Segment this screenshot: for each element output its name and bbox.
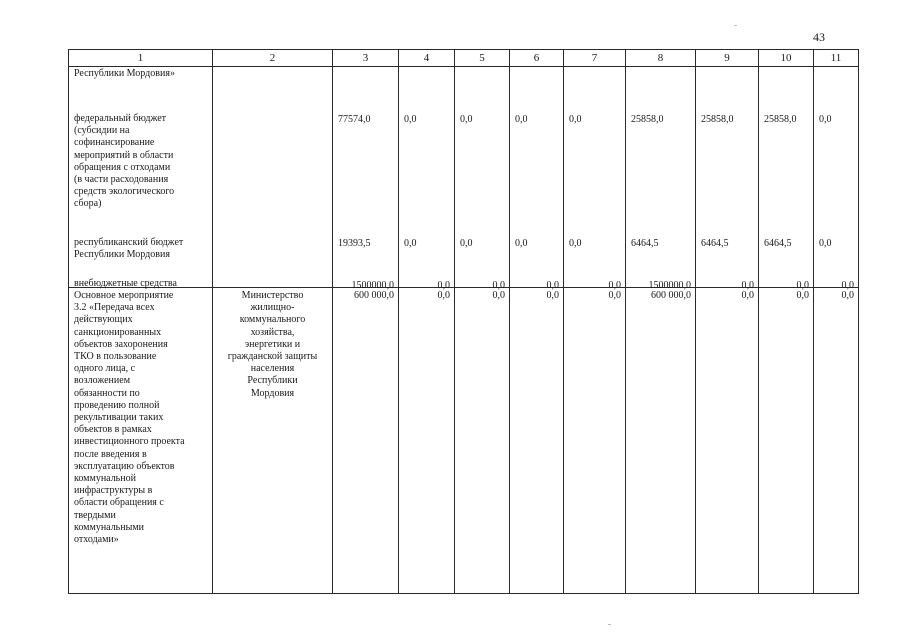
value-cell bbox=[759, 67, 814, 291]
value-cell bbox=[399, 288, 455, 594]
federal-value: 25858,0 bbox=[631, 114, 664, 125]
value-cell bbox=[626, 288, 696, 594]
scan-speck bbox=[734, 25, 737, 26]
value-cell bbox=[510, 67, 564, 291]
value-cell bbox=[814, 67, 859, 291]
value-cell bbox=[564, 288, 626, 594]
header-cell: 4 bbox=[399, 50, 455, 67]
header-cell: 3 bbox=[333, 50, 399, 67]
text-line: действующих bbox=[74, 314, 133, 326]
value-cell bbox=[333, 288, 399, 594]
extrabudget-value: 0,0 bbox=[608, 280, 621, 291]
extrabudget-value: 1500000,0 bbox=[648, 280, 691, 291]
text-line: обязанности по bbox=[74, 387, 140, 399]
federal-value: 25858,0 bbox=[701, 114, 734, 125]
text-line: гражданской защиты bbox=[227, 351, 318, 363]
header-cell: 5 bbox=[455, 50, 510, 67]
text-line: федеральный бюджет bbox=[74, 113, 167, 124]
text-line: населения bbox=[250, 363, 295, 375]
text-line: средств экологического bbox=[74, 186, 175, 198]
republic-value: 0,0 bbox=[569, 238, 582, 249]
value-cell bbox=[399, 67, 455, 291]
text-line: рекультивации таких bbox=[74, 412, 164, 424]
republic-value: 6464,5 bbox=[701, 238, 729, 249]
extrabudget-value: 0,0 bbox=[492, 280, 505, 291]
activity-value: 0,0 bbox=[608, 290, 621, 301]
header-cell: 9 bbox=[696, 50, 759, 67]
federal-value: 0,0 bbox=[819, 114, 832, 125]
text-line: Основное мероприятие bbox=[74, 290, 174, 301]
value-cell bbox=[455, 288, 510, 594]
header-cell: 8 bbox=[626, 50, 696, 67]
extrabudget-value: 0,0 bbox=[841, 280, 854, 291]
value-cell bbox=[510, 288, 564, 594]
executor-name bbox=[213, 290, 332, 400]
header-cell: 7 bbox=[564, 50, 626, 67]
republic-budget-label bbox=[69, 237, 212, 261]
value-cell bbox=[696, 288, 759, 594]
funding-sources-cell bbox=[69, 67, 213, 288]
extrabudget-value: 0,0 bbox=[437, 280, 450, 291]
text-line: хозяйства, bbox=[250, 326, 295, 338]
federal-budget-label bbox=[69, 113, 212, 211]
extrabudget-value: 0,0 bbox=[546, 280, 559, 291]
text-line: твердыми bbox=[74, 509, 116, 521]
text-line: (в части расходования bbox=[74, 174, 169, 186]
federal-value: 0,0 bbox=[404, 114, 417, 125]
activity-value: 0,0 bbox=[492, 290, 505, 301]
text-line: инвестиционного проекта bbox=[74, 436, 185, 448]
value-cell bbox=[564, 67, 626, 291]
text-line: внебюджетные средства bbox=[74, 278, 177, 289]
text-line: области обращения с bbox=[74, 497, 164, 509]
text-line: энергетики и bbox=[244, 338, 301, 350]
text-line: софинансирование bbox=[74, 137, 155, 149]
activity-description bbox=[69, 290, 212, 546]
text-line: Мордовия bbox=[250, 387, 295, 399]
page-number: 43 bbox=[813, 30, 825, 44]
republic-value: 6464,5 bbox=[631, 238, 659, 249]
republic-value: 19393,5 bbox=[338, 238, 371, 249]
value-cell bbox=[455, 67, 510, 291]
header-row bbox=[69, 50, 859, 67]
budget-table bbox=[68, 49, 859, 594]
republic-value: 6464,5 bbox=[764, 238, 792, 249]
text-line: сбора) bbox=[74, 198, 102, 210]
value-cell bbox=[333, 67, 399, 291]
extrabudget-value: 0,0 bbox=[796, 280, 809, 291]
text-line: Министерство bbox=[241, 290, 304, 301]
activity-value: 600 000,0 bbox=[354, 290, 394, 301]
header-cell: 2 bbox=[213, 50, 333, 67]
republic-value: 0,0 bbox=[515, 238, 528, 249]
text-line: республиканский бюджет bbox=[74, 237, 184, 248]
continuation-text: Республики Мордовия» bbox=[74, 68, 175, 79]
activity-value: 0,0 bbox=[796, 290, 809, 301]
federal-value: 77574,0 bbox=[338, 114, 371, 125]
text-line: эксплуатацию объектов bbox=[74, 460, 175, 472]
value-cell bbox=[626, 67, 696, 291]
federal-value: 25858,0 bbox=[764, 114, 797, 125]
text-line: коммунальными bbox=[74, 521, 144, 533]
text-line: отходами» bbox=[74, 534, 119, 546]
text-line: инфраструктуры в bbox=[74, 485, 153, 497]
executor-cell bbox=[213, 288, 333, 594]
text-line: 3.2 «Передача всех bbox=[74, 302, 155, 314]
text-line: (субсидии на bbox=[74, 125, 130, 137]
republic-value: 0,0 bbox=[460, 238, 473, 249]
scan-speck bbox=[608, 624, 611, 625]
text-line: санкционированных bbox=[74, 326, 162, 338]
text-line: обращения с отходами bbox=[74, 161, 171, 173]
republic-value: 0,0 bbox=[819, 238, 832, 249]
value-cell bbox=[814, 288, 859, 594]
text-line: проведению полной bbox=[74, 399, 160, 411]
text-line: Республики bbox=[247, 375, 298, 387]
activity-row bbox=[69, 288, 859, 594]
header-cell: 11 bbox=[814, 50, 859, 67]
text-line: коммунального bbox=[239, 314, 306, 326]
header-cell: 6 bbox=[510, 50, 564, 67]
text-line: объектов захоронения bbox=[74, 338, 168, 350]
extrabudget-value: 0,0 bbox=[741, 280, 754, 291]
extrabudget-value: 1500000,0 bbox=[351, 280, 394, 291]
federal-value: 0,0 bbox=[460, 114, 473, 125]
text-line: ТКО в пользование bbox=[74, 351, 157, 363]
activity-description-cell bbox=[69, 288, 213, 594]
value-cell bbox=[759, 288, 814, 594]
header-cell: 10 bbox=[759, 50, 814, 67]
federal-value: 0,0 bbox=[515, 114, 528, 125]
republic-value: 0,0 bbox=[404, 238, 417, 249]
text-line: жилищно- bbox=[250, 302, 295, 314]
funding-sources-row bbox=[69, 67, 859, 288]
activity-value: 0,0 bbox=[841, 290, 854, 301]
header-cell: 1 bbox=[69, 50, 213, 67]
text-line: объектов в рамках bbox=[74, 424, 152, 436]
text-line: после введения в bbox=[74, 448, 147, 460]
activity-value: 0,0 bbox=[546, 290, 559, 301]
value-cell bbox=[696, 67, 759, 291]
activity-value: 0,0 bbox=[741, 290, 754, 301]
text-line: возложением bbox=[74, 375, 131, 387]
text-line: одного лица, с bbox=[74, 363, 136, 375]
text-line: Республики Мордовия bbox=[74, 249, 170, 261]
federal-value: 0,0 bbox=[569, 114, 582, 125]
activity-value: 600 000,0 bbox=[651, 290, 691, 301]
executor-cell-empty bbox=[213, 67, 333, 288]
text-line: коммунальной bbox=[74, 473, 136, 485]
activity-value: 0,0 bbox=[437, 290, 450, 301]
text-line: мероприятий в области bbox=[74, 149, 174, 161]
